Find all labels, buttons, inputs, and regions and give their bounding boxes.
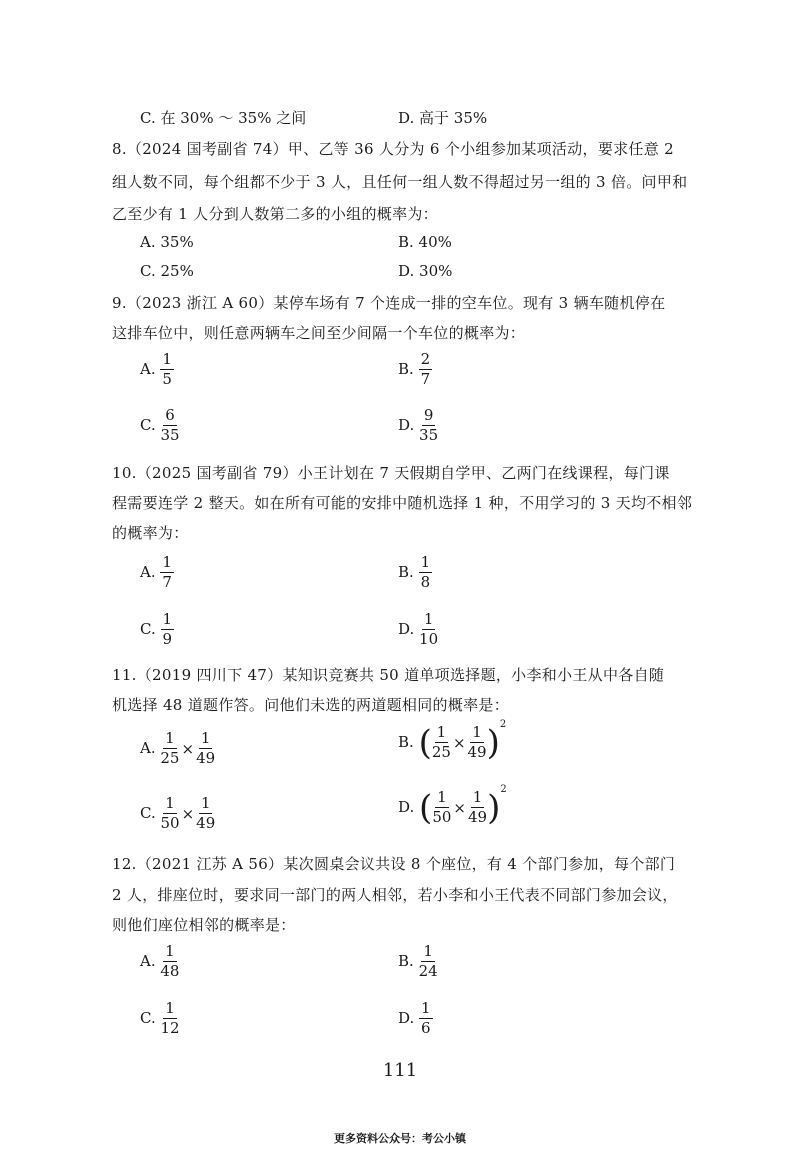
q10-line-3: 的概率为： [112, 524, 189, 542]
q11-option-c: C. $\frac{1}{50}$ × $\frac{1}{49}$ [140, 794, 216, 832]
q12-option-d: D. $\frac{1}{6}$ [398, 999, 431, 1037]
q8-line-3: 乙至少有 1 人分到人数第二多的小组的概率为： [112, 205, 438, 223]
q11-line-1: 11.（2019 四川下 47）某知识竞赛共 50 道单项选择题，小李和小王从中各自随 [112, 666, 665, 684]
footer-watermark: 更多资料公众号：考公小镇 [334, 1132, 466, 1145]
q10-option-a: A. $\frac{1}{7}$ [140, 553, 172, 591]
q12-option-c: C. $\frac{1}{12}$ [140, 999, 180, 1037]
q8-option-c: C. 25% [140, 262, 194, 280]
q9-line-2: 这排车位中，则任意两辆车之间至少间隔一个车位的概率为： [112, 324, 526, 342]
q10-line-2: 程需要连学 2 整天。如在所有可能的安排中随机选择 1 种，不用学习的 3 天均不相邻 [112, 494, 693, 512]
prev-option-d: D. 高于 35% [398, 109, 488, 127]
q12-line-1: 12.（2021 江苏 A 56）某次圆桌会议共设 8 个座位，有 4 个部门参加，每个部门 [112, 855, 676, 873]
q10-option-c: C. $\frac{1}{9}$ [140, 610, 173, 648]
q8-option-b: B. 40% [398, 233, 452, 251]
q10-option-d: D. $\frac{1}{10}$ [398, 610, 439, 648]
q12-option-b: B. $\frac{1}{24}$ [398, 942, 438, 980]
prev-option-c: C. 在 30% ～ 35% 之间 [140, 109, 307, 127]
q9-option-d: D. $\frac{9}{35}$ [398, 406, 439, 444]
q11-option-b: B. ( $\frac{1}{25}$ × $\frac{1}{49}$ )$^2$ [398, 719, 507, 763]
q9-option-c: C. $\frac{6}{35}$ [140, 406, 180, 444]
q8-line-2: 组人数不同，每个组都不少于 3 人，且任何一组人数不得超过另一组的 3 倍。问甲和 [112, 173, 688, 191]
q12-line-3: 则他们座位相邻的概率是： [112, 916, 296, 934]
q8-option-d: D. 30% [398, 262, 453, 280]
q9-option-a: A. $\frac{1}{5}$ [140, 350, 172, 388]
q8-option-a: A. 35% [140, 233, 194, 251]
q11-option-d: D. ( $\frac{1}{50}$ × $\frac{1}{49}$ )$^2$ [398, 784, 507, 828]
q12-line-2: 2 人，排座位时，要求同一部门的两人相邻，若小李和小王代表不同部门参加会议， [112, 886, 678, 904]
q9-option-b: B. $\frac{2}{7}$ [398, 350, 431, 388]
q12-option-a: A. $\frac{1}{48}$ [140, 942, 180, 980]
q10-option-b: B. $\frac{1}{8}$ [398, 553, 431, 591]
q8-line-1: 8.（2024 国考副省 74）甲、乙等 36 人分为 6 个小组参加某项活动，要求任意 2 [112, 140, 674, 158]
q9-line-1: 9.（2023 浙江 A 60）某停车场有 7 个连成一排的空车位。现有 3 辆车随机停在 [112, 294, 666, 312]
q11-line-2: 机选择 48 道题作答。问他们未选的两道题相同的概率是： [112, 696, 510, 714]
q10-line-1: 10.（2025 国考副省 79）小王计划在 7 天假期自学甲、乙两门在线课程，每门课 [112, 464, 670, 482]
page-number: 111 [382, 1060, 418, 1081]
q11-option-a: A. $\frac{1}{25}$ × $\frac{1}{49}$ [140, 729, 216, 767]
